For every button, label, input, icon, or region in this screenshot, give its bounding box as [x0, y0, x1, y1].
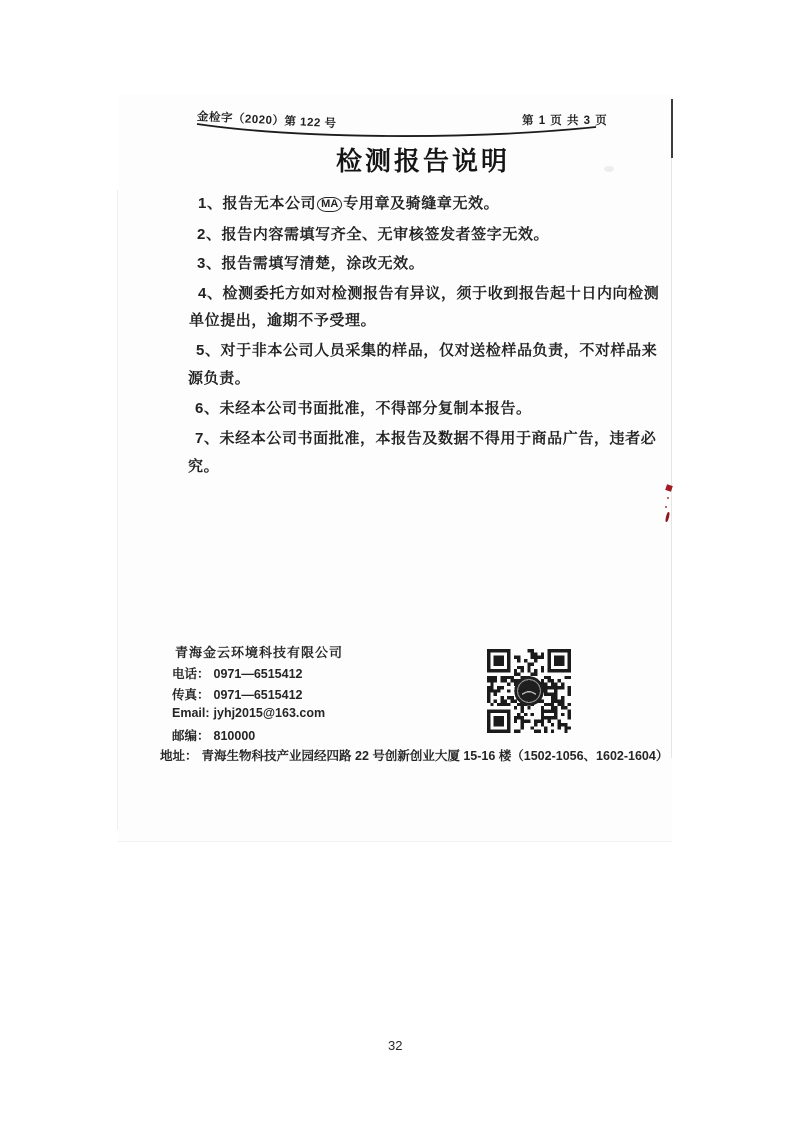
notice-item-6: 6、未经本公司书面批准，不得部分复制本报告。: [195, 400, 532, 417]
notice-item-1: [198, 192, 499, 213]
email-row: [172, 706, 325, 720]
notice-item-1-suffix: 专用章及骑缝章无效。: [343, 195, 500, 212]
email-label: Email:: [172, 706, 210, 720]
red-seal-fragment: [667, 497, 669, 499]
postcode-row: [172, 726, 255, 744]
paper-edge-right: [671, 99, 673, 158]
notice-item-3: 3、报告需填写清楚，涂改无效。: [197, 255, 425, 272]
notice-item-7-line-1: 7、未经本公司书面批准，本报告及数据不得用于商品广告，违者必: [195, 430, 657, 447]
notice-item-4-line-1: 4、检测委托方如对检测报告有异议，须于收到报告起十日内向检测: [198, 285, 660, 302]
address-value: 青海生物科技产业园经四路 22 号创新创业大厦 15-16 楼（1502-1056、1602-1604）: [201, 749, 669, 763]
notice-item-7-line-2: 究。: [188, 458, 220, 475]
address-label: 地址：: [160, 749, 198, 763]
phone-row: [172, 664, 303, 682]
paper-edge-bottom: [118, 841, 672, 842]
notice-item-2: 2、报告内容需填写齐全、无审核签发者签字无效。: [197, 226, 550, 243]
qr-code: [487, 649, 571, 733]
phone-value: 0971—6515412: [213, 667, 303, 681]
fax-value: 0971—6515412: [213, 688, 303, 702]
postcode-label: 邮编：: [172, 729, 210, 743]
page-title: 检测报告说明: [336, 146, 511, 176]
doc-number: 金检字（2020）第 122 号: [196, 111, 337, 131]
red-seal-fragment: [665, 506, 667, 508]
company-name: 青海金云环境科技有限公司: [175, 645, 344, 660]
notice-item-1-prefix: 1、报告无本公司: [198, 195, 317, 212]
email-value: jyhj2015@163.com: [213, 706, 326, 720]
paper-edge-right-faint: [671, 158, 672, 758]
notice-item-5-line-1: 5、对于非本公司人员采集的样品，仅对送检样品负责，不对样品来: [196, 342, 658, 359]
fax-row: [172, 685, 303, 703]
paper-edge-left: [117, 190, 118, 830]
phone-label: 电话：: [172, 667, 210, 681]
address-row: [160, 746, 668, 764]
cma-mark-icon: MA: [317, 197, 342, 212]
scan-smudge: [604, 166, 614, 172]
postcode-value: 810000: [213, 729, 256, 743]
notice-item-5-line-2: 源负责。: [188, 370, 251, 387]
page-info: 第 1 页 共 3 页: [522, 115, 608, 127]
fax-label: 传真：: [172, 688, 210, 702]
notice-item-4-line-2: 单位提出，逾期不予受理。: [189, 312, 377, 329]
pdf-page-number: 32: [388, 1038, 403, 1053]
